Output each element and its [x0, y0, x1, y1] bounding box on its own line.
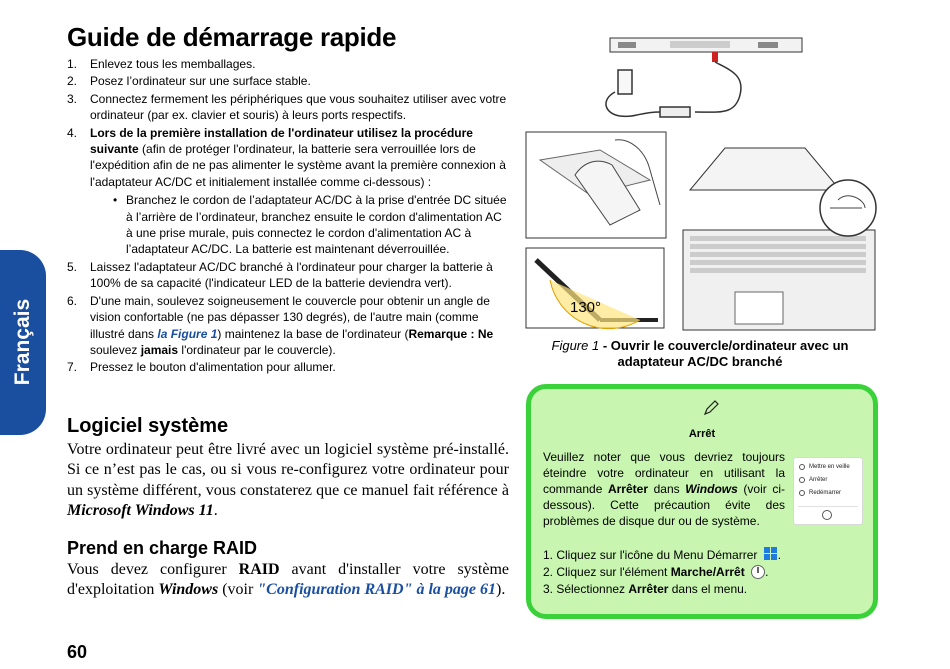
figure-link[interactable]: la Figure 1 — [157, 326, 218, 341]
step-bold-text: Remarque : Ne — [408, 326, 494, 341]
step-text: ) maintenez la base de l'ordinateur ( — [217, 326, 409, 341]
power-cable — [606, 62, 741, 117]
raid-bold: RAID — [238, 561, 280, 578]
step-sub-item — [90, 192, 509, 258]
note-text: Veuillez noter que vous devriez toujours éteindre votre ordinateur en utilisant la commande — [543, 450, 785, 496]
note-title: Arrêt — [688, 428, 716, 440]
note-bold: Windows — [685, 482, 738, 496]
power-icon — [799, 477, 805, 483]
paragraph-text: avant d'installer votre système d'exploitation — [67, 561, 509, 599]
menu-item-restart[interactable] — [799, 490, 841, 496]
step-text: Connectez fermement les périphériques que vous souhaitez utiliser avec votre ordinateur (par ex. clavier et souris) à leurs ports respectifs. — [90, 91, 507, 123]
figure-laptop-illustration — [520, 30, 882, 335]
step-text: Posez l’ordinateur sur une surface stable. — [90, 74, 311, 89]
step-text: Pressez le bouton d'alimentation pour allumer. — [90, 360, 336, 375]
windows-start-icon — [764, 547, 778, 561]
step-text: l'ordinateur par le couvercle). — [178, 342, 336, 357]
raid-config-link[interactable]: "Configuration RAID" à la page 61 — [257, 581, 496, 599]
restart-icon — [799, 490, 805, 496]
shutdown-steps-list — [543, 547, 873, 598]
paragraph-text: . — [213, 501, 218, 519]
step-text: 3. Sélectionnez — [543, 582, 629, 596]
list-item — [67, 359, 509, 375]
list-item — [67, 293, 509, 359]
os-name: Microsoft Windows 11 — [67, 501, 214, 519]
step-number: 4. — [67, 125, 78, 140]
note-paragraph — [543, 449, 785, 529]
list-item — [67, 259, 509, 292]
power-button-icon[interactable] — [822, 510, 832, 520]
magnifier-circle — [820, 180, 876, 236]
step-text: . — [765, 565, 769, 579]
menu-item-shutdown[interactable] — [799, 477, 827, 483]
note-bold: Arrêter — [607, 482, 648, 496]
step-text: (afin de protéger l'ordinateur, la batterie sera verrouillée lors de l'expédition afin de ne pas alimenter le système avant la première connexion à l'adaptateur AC/DC et initialement installée comme ci-dessous) : — [90, 142, 506, 189]
setup-steps-list — [67, 56, 509, 377]
angle-label: 130° — [570, 299, 602, 316]
step-text: 2. Cliquez sur l'élément — [543, 565, 671, 579]
opening-angle-diagram — [526, 248, 664, 329]
windows-bold: Windows — [158, 581, 219, 599]
step-text: soulevez — [90, 342, 141, 357]
figure-caption — [530, 338, 870, 370]
list-item — [67, 73, 509, 89]
list-item — [543, 581, 873, 598]
step-sub-text: Branchez le cordon de l’adaptateur AC/DC à la prise d'entrée DC située à l’arrière de l’ordinateur, branchez ensuite le cordon d'alimentation AC à une prise murale, puis connectez le cordon d'alimentation AC à l’adaptateur AC/DC. La batterie est maintenant déverrouillée. — [126, 193, 507, 257]
menu-item-label: Arrêter — [809, 477, 828, 483]
logiciel-paragraph — [67, 440, 509, 521]
step-bold-text: Arrêter — [628, 582, 669, 596]
step-text: Enlevez tous les memballages. — [90, 57, 256, 71]
list-item — [67, 56, 509, 72]
page-title: Guide de démarrage rapide — [67, 22, 397, 52]
menu-divider — [798, 506, 858, 507]
hands-opening-lid — [526, 132, 666, 238]
language-tab-label: Français — [11, 298, 34, 386]
language-tab[interactable] — [0, 250, 46, 435]
list-item — [543, 564, 873, 581]
raid-paragraph — [67, 560, 509, 601]
laptop-top-view — [683, 148, 875, 330]
list-item — [67, 125, 509, 258]
caption-label: Figure 1 — [551, 338, 600, 353]
step-text: 1. Cliquez sur l'icône du Menu Démarrer — [543, 548, 758, 562]
rear-view-laptop — [610, 38, 802, 62]
step-number: 1. — [67, 57, 78, 71]
list-item — [67, 91, 509, 124]
step-number: 2. — [67, 74, 78, 89]
menu-item-label: Mettre en veille — [809, 464, 850, 470]
step-number: 6. — [67, 293, 78, 308]
step-bold-text: Lors de la première installation de l'ordinateur utilisez la procédure suivante — [90, 125, 473, 157]
caption-text: - Ouvrir le couvercle/ordinateur avec un adaptateur AC/DC branché — [599, 338, 849, 369]
section-heading-raid: Prend en charge RAID — [67, 538, 258, 558]
note-text: (voir ci-dessous). Cette précaution évite des problèmes de disque dur ou de système. — [543, 482, 785, 528]
paragraph-text: ). — [496, 581, 506, 599]
power-icon — [751, 565, 765, 579]
power-menu-screenshot — [793, 457, 863, 525]
step-text: dans el menu. — [668, 582, 748, 596]
menu-item-label: Redémarrer — [809, 490, 842, 496]
page-number: 60 — [67, 642, 88, 662]
moon-icon — [799, 464, 805, 470]
step-bold-text: Marche/Arrêt — [670, 565, 745, 579]
step-text: . — [777, 548, 782, 562]
bullet: • — [113, 193, 118, 208]
shutdown-note-box — [526, 384, 878, 619]
paragraph-text: Vous devez configurer — [67, 561, 239, 578]
note-text: dans — [648, 482, 686, 496]
paragraph-text: (voir — [218, 581, 258, 599]
step-bold-text: jamais — [140, 342, 179, 357]
list-item — [543, 547, 873, 564]
step-number: 3. — [67, 91, 78, 106]
step-number: 7. — [67, 360, 78, 375]
paragraph-text: Votre ordinateur peut être livré avec un logiciel système pré-installé. Si ce n’est pas le cas, ou si vous re-configurez votre ordinateur pour un système différent, vous constaterez que ce manuel fait référence à — [67, 441, 509, 499]
step-text: D'une main, soulevez soigneusement le couvercle pour obtenir un angle de vision confortable (ne pas dépasser 130 degrés), de l'autre main (comme illustré dans — [90, 293, 490, 341]
step-number: 5. — [67, 259, 78, 274]
step-text: Laissez l'adaptateur AC/DC branché à l'ordinateur pour charger la batterie à 100% de sa capacité (l'indicateur LED de la batterie deviendra vert). — [90, 259, 493, 291]
menu-item-sleep[interactable] — [799, 464, 850, 470]
pen-icon — [702, 399, 720, 417]
section-heading-logiciel: Logiciel système — [67, 415, 229, 437]
